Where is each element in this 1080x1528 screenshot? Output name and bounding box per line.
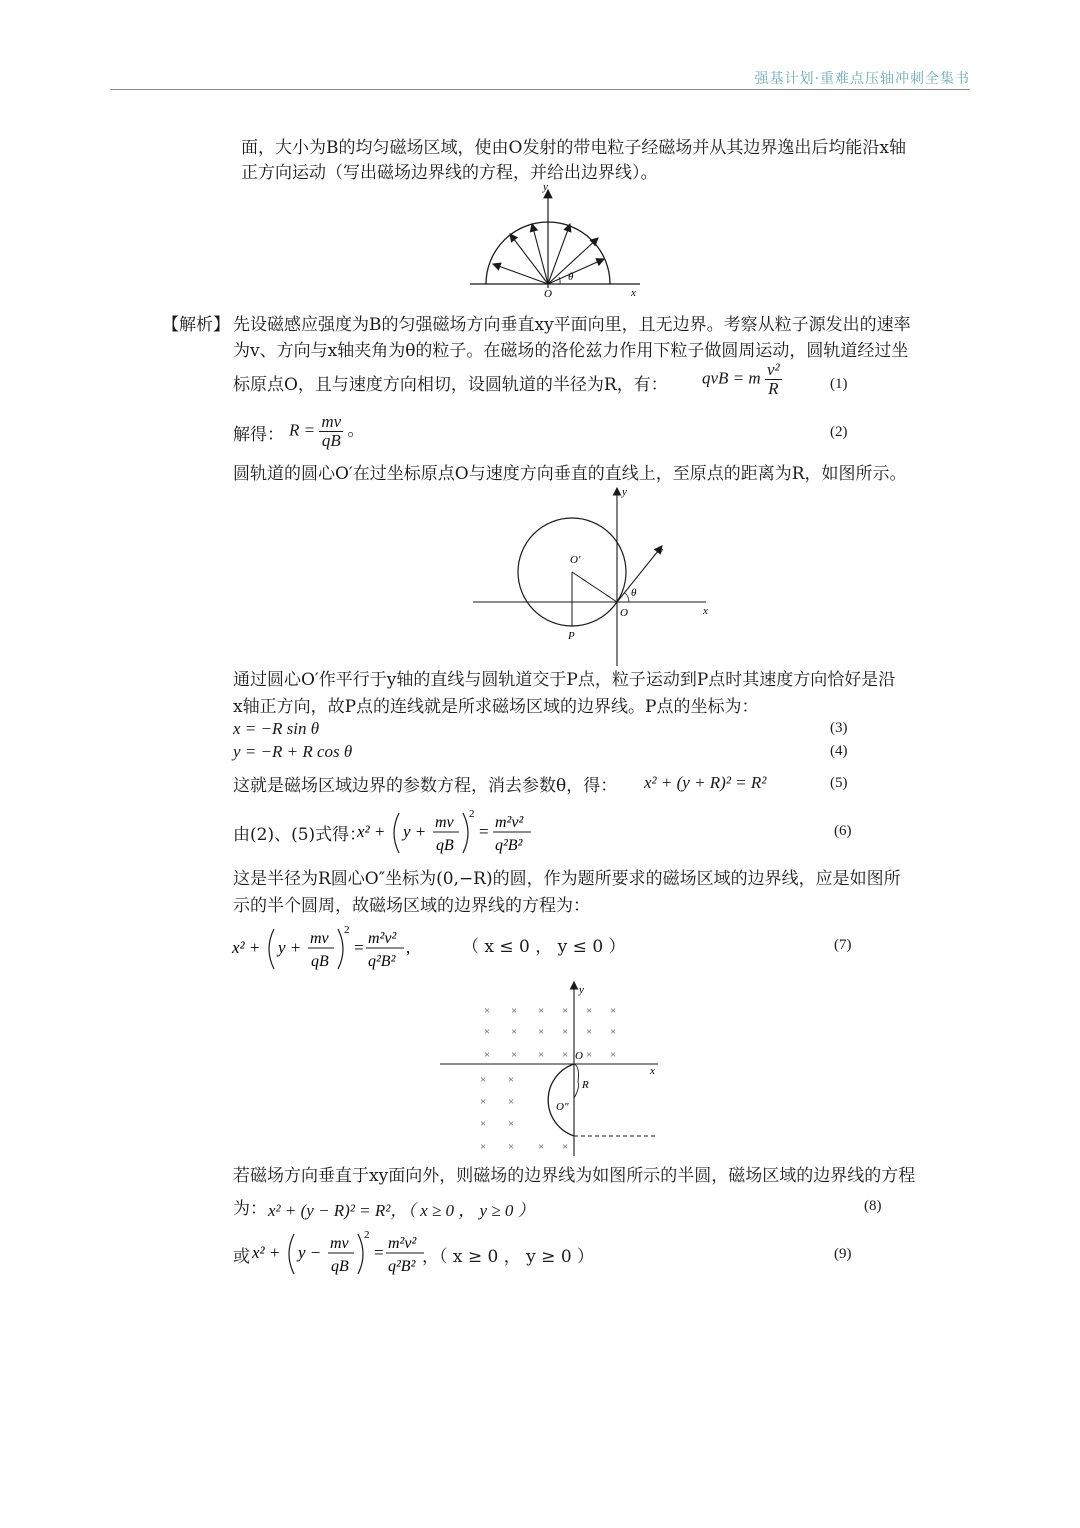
svg-text:=: = [479, 822, 489, 841]
header-title: 强基计划·重难点压轴冲刺全集书 [754, 71, 970, 87]
fig3-y-label: y [579, 984, 584, 996]
fig2-origin-label: O [620, 607, 628, 619]
svg-text:×: × [508, 1074, 515, 1086]
equation-5: x² + (y + R)² = R² [644, 773, 767, 792]
equation-2 [289, 413, 364, 450]
jiede-label: 解得： [233, 425, 284, 445]
fig1-theta-label: θ [568, 271, 574, 283]
eq7-condition: （ x ≤ 0 ， y ≤ 0 ） [462, 937, 626, 957]
svg-text:×: × [511, 1005, 518, 1017]
eq-number-8: (8) [864, 1198, 882, 1214]
svg-text:×: × [480, 1118, 487, 1130]
eq2-fraction [319, 413, 343, 450]
fig1-y-label: y [543, 181, 548, 193]
radius-brace [574, 1064, 579, 1098]
svg-text:q²B²: q²B² [388, 1258, 416, 1275]
svg-text:qB: qB [311, 953, 329, 970]
solution-p4: 这就是磁场区域边界的参数方程，消去参数θ，得： [233, 776, 618, 796]
svg-text:×: × [586, 1026, 593, 1038]
svg-text:×: × [538, 1049, 545, 1061]
svg-text:×: × [586, 1049, 593, 1061]
svg-text:×: × [511, 1049, 518, 1061]
svg-text:×: × [480, 1141, 487, 1153]
header-rule [110, 89, 970, 90]
radius-line [572, 572, 617, 602]
svg-text:mv: mv [310, 930, 329, 947]
solution-p1-line3: 标原点O，且与速度方向相切，设圆轨道的半径为R，有： [233, 375, 668, 395]
svg-text:2: 2 [469, 808, 475, 820]
huo-label: 或 [233, 1247, 250, 1267]
solution-p6-line1: 这是半径为R圆心O″坐标为(0,−R)的圆，作为题所要求的磁场区域的边界线，应是如图所 [233, 869, 901, 889]
solution-p3-line2: x轴正方向，故P点的连线就是所求磁场区域的边界线。P点的坐标为： [233, 697, 759, 717]
eq9-condition: ，（ x ≥ 0 ， y ≥ 0 ） [422, 1247, 595, 1267]
svg-text:mv: mv [435, 814, 454, 831]
equation-9 [250, 1226, 430, 1282]
svg-text:×: × [562, 1141, 569, 1153]
eq2-end: 。 [347, 420, 365, 440]
solution-tag: 【解析】 [162, 315, 230, 335]
svg-text:=: = [374, 1243, 384, 1262]
solution-p1-line2: 为v、方向与x轴夹角为θ的粒子。在磁场的洛伦兹力作用下粒子做圆周运动，圆轨道经过坐 [233, 341, 909, 361]
svg-text:×: × [508, 1118, 515, 1130]
eq-number-5: (5) [830, 775, 848, 791]
solution-p7-line2: 为： [233, 1199, 267, 1219]
field-crosses [480, 1005, 616, 1153]
eq2-lhs: R = [289, 420, 316, 440]
svg-text:×: × [508, 1096, 515, 1108]
fig2-p-label: P [568, 630, 575, 642]
svg-text:=: = [354, 938, 364, 957]
svg-text:x² +: x² + [252, 1243, 281, 1262]
svg-text:m²v²: m²v² [368, 930, 397, 947]
svg-text:×: × [480, 1074, 487, 1086]
fig1-origin-label: O [544, 288, 552, 300]
svg-text:×: × [610, 1005, 617, 1017]
svg-text:q²B²: q²B² [495, 837, 523, 854]
svg-text:2: 2 [344, 924, 350, 936]
svg-text:qB: qB [331, 1258, 349, 1275]
solution-p3-line1: 通过圆心O′作平行于y轴的直线与圆轨道交于P点，粒子运动到P点时其速度方向恰好是沿 [233, 670, 896, 690]
svg-text:,: , [406, 938, 410, 957]
fig3-x-label: x [650, 1065, 655, 1077]
svg-text:m²v²: m²v² [388, 1235, 417, 1252]
eq-number-1: (1) [830, 376, 848, 392]
fig3-r-label: R [582, 1079, 589, 1091]
svg-text:×: × [610, 1026, 617, 1038]
eq1-fraction [765, 361, 782, 398]
svg-text:y +: y + [403, 822, 427, 841]
solution-p2: 圆轨道的圆心O′在过坐标原点O与速度方向垂直的直线上，至原点的距离为R，如图所示。 [233, 464, 907, 484]
fig3-origin-label: O [575, 1050, 583, 1062]
svg-text:×: × [538, 1141, 545, 1153]
svg-text:mv: mv [330, 1235, 349, 1252]
solution-p5: 由(2)、(5)式得： [233, 825, 367, 845]
svg-text:×: × [586, 1005, 593, 1017]
figure-field-region [440, 978, 670, 1158]
problem-line-1: 面，大小为B的均匀磁场区域，使由O发射的带电粒子经磁场并从其边界逸出后均能沿x轴 [241, 138, 907, 158]
svg-text:q²B²: q²B² [368, 953, 396, 970]
svg-text:×: × [480, 1096, 487, 1108]
svg-text:y +: y + [278, 938, 302, 957]
solution-p1-line1: 先设磁感应强度为B的匀强磁场方向垂直xy平面向里，且无边界。考察从粒子源发出的速率 [233, 315, 911, 335]
svg-text:×: × [562, 1005, 569, 1017]
eq1-lhs: qvB = m [702, 368, 761, 388]
svg-text:×: × [538, 1005, 545, 1017]
eq-number-6: (6) [834, 823, 852, 839]
svg-text:×: × [538, 1026, 545, 1038]
eq2-numerator: mv [321, 412, 342, 431]
fig2-x-label: x [703, 605, 708, 617]
eq-number-2: (2) [830, 424, 848, 440]
svg-text:×: × [484, 1049, 491, 1061]
eq-number-9: (9) [834, 1246, 852, 1262]
eq-number-4: (4) [830, 743, 848, 759]
eq-number-3: (3) [830, 720, 848, 736]
problem-line-2: 正方向运动（写出磁场边界线的方程，并给出边界线）。 [241, 163, 658, 183]
velocity-arrow [617, 546, 662, 602]
svg-text:×: × [511, 1026, 518, 1038]
equation-1 [702, 361, 782, 398]
equation-7 [230, 921, 410, 977]
equation-4: y = −R + R cos θ [233, 742, 353, 761]
svg-text:×: × [610, 1049, 617, 1061]
equation-8: x² + (y − R)² = R²，（ x ≥ 0 ， y ≥ 0 ） [268, 1201, 535, 1220]
fig2-y-label: y [622, 486, 627, 498]
svg-text:×: × [508, 1141, 515, 1153]
svg-text:×: × [484, 1026, 491, 1038]
svg-text:×: × [562, 1049, 569, 1061]
svg-text:×: × [484, 1005, 491, 1017]
fig3-center-label: O″ [556, 1101, 569, 1113]
fig2-theta-label: θ [631, 587, 637, 599]
fig2-center-label: O′ [570, 554, 581, 566]
svg-text:qB: qB [436, 837, 454, 854]
equation-3: x = −R sin θ [233, 719, 320, 738]
solution-p7-line1: 若磁场方向垂直于xy面向外，则磁场的边界线为如图所示的半圆，磁场区域的边界线的方程 [233, 1166, 916, 1186]
equation-6 [355, 805, 535, 857]
eq2-denominator: qB [321, 431, 341, 450]
svg-text:x² +: x² + [357, 822, 386, 841]
svg-text:y −: y − [298, 1243, 322, 1262]
figure-semicircle-arrows [460, 180, 660, 300]
fig2-v-label: v [658, 545, 663, 557]
figure-orbit-circle [468, 484, 718, 669]
eq-number-7: (7) [834, 937, 852, 953]
solution-p6-line2: 示的半个圆周，故磁场区域的边界线的方程为： [233, 896, 590, 916]
eq1-denominator: R [768, 379, 779, 398]
svg-text:×: × [562, 1026, 569, 1038]
svg-text:2: 2 [364, 1229, 370, 1241]
boundary-semicircle [548, 1064, 574, 1136]
svg-text:m²v²: m²v² [495, 814, 524, 831]
eq1-numerator: v² [766, 360, 780, 379]
fig1-x-label: x [631, 287, 636, 299]
svg-text:x² +: x² + [232, 938, 261, 957]
